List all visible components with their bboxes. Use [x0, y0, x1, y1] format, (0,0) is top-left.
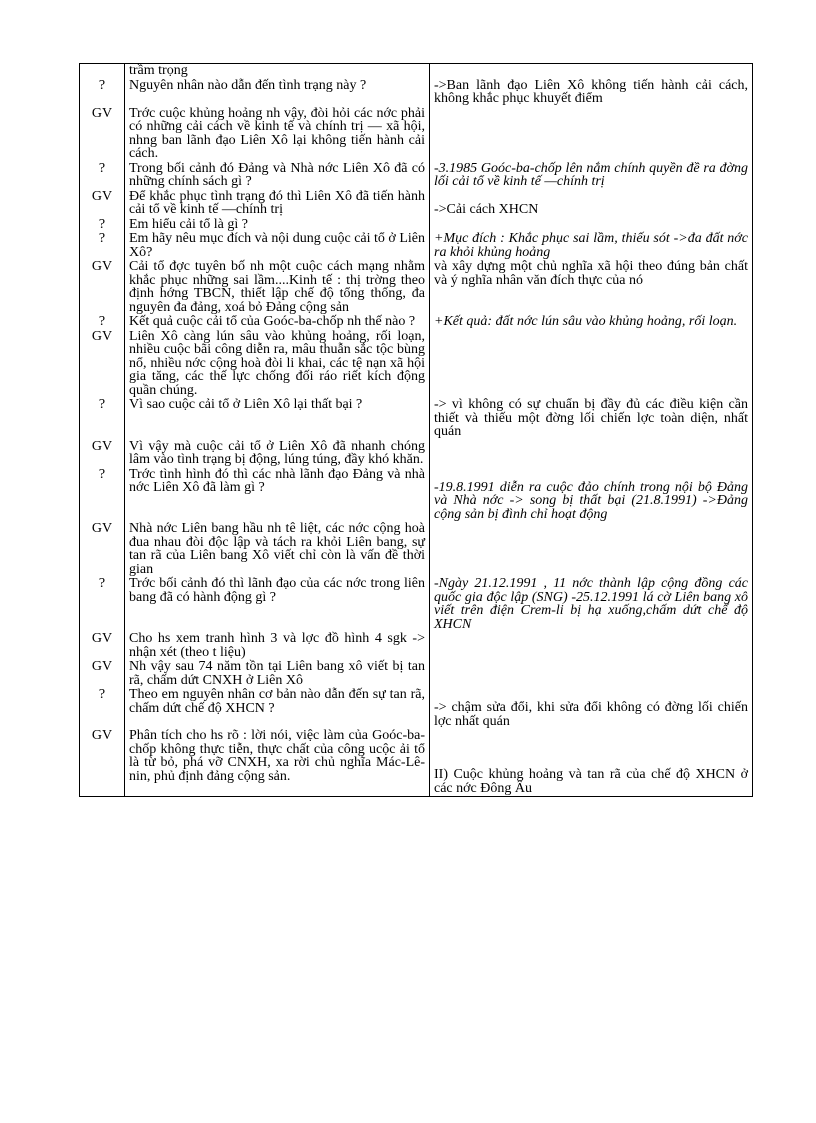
table-row: [80, 660, 753, 688]
role-cell: ?: [80, 79, 125, 107]
table-row: [80, 232, 753, 260]
role-cell: GV: [80, 729, 125, 797]
table-row: [80, 468, 753, 523]
answer-cell: [430, 660, 753, 688]
role-cell: GV: [80, 522, 125, 577]
teacher-cell: Em hiểu cải tổ là gì ?: [125, 218, 430, 233]
role-cell: GV: [80, 260, 125, 315]
lesson-table: [79, 63, 753, 797]
answer-text: II) Cuộc khủng hoảng và tan rã của chế độ XHCN ở các nớc Đông Âu: [434, 767, 748, 796]
table-row: [80, 64, 753, 79]
teacher-cell: Trớc bối cảnh đó thì lãnh đạo của các nớc trong liên bang đã có hành động gì ?: [125, 577, 430, 632]
answer-cell: [430, 190, 753, 218]
teacher-cell: Nguyên nhân nào dẫn đến tình trạng này ?: [125, 79, 430, 107]
spacer: [434, 742, 748, 755]
answer-cell: -> vì không có sự chuẩn bị đầy đủ các điều kiện cần thiết và thiếu một đờng lối chiến lợc toàn diện, nhất quán: [430, 398, 753, 440]
table-row: [80, 107, 753, 162]
role-cell: ?: [80, 232, 125, 260]
teacher-cell: Theo em nguyên nhân cơ bản nào dẫn đến sự tan rã, chấm dứt chế độ XHCN ?: [125, 688, 430, 729]
role-cell: ?: [80, 315, 125, 330]
answer-cell: và xây dựng một chủ nghĩa xã hội theo đúng bản chất và ý nghĩa nhân văn đích thực của nó: [430, 260, 753, 315]
role-cell: ?: [80, 218, 125, 233]
answer-cell: [430, 330, 753, 399]
table-row: [80, 79, 753, 107]
answer-cell: [430, 632, 753, 660]
answer-cell: ->Ban lãnh đạo Liên Xô không tiến hành cải cách, không khắc phục khuyết điểm: [430, 79, 753, 107]
role-cell: GV: [80, 107, 125, 162]
table-row: [80, 218, 753, 233]
teacher-cell: trầm trọng: [125, 64, 430, 79]
answer-cell: [430, 440, 753, 468]
teacher-cell: Trớc cuộc khủng hoảng nh vậy, đòi hỏi các nớc phải có những cải cách về kinh tế và chính trị — xã hội, nhng ban lãnh đạo Liên Xô lại không tiến hành cải cách.: [125, 107, 430, 162]
teacher-cell: Kết quả cuộc cải tổ của Goóc-ba-chốp nh thế nào ?: [125, 315, 430, 330]
role-cell: GV: [80, 440, 125, 468]
answer-cell: +Mục đích : Khắc phục sai lầm, thiếu sót ->đa đất nớc ra khỏi khủng hoảng: [430, 232, 753, 260]
teacher-cell: Để khắc phục tình trạng đó thì Liên Xô đã tiến hành cải tổ về kinh tế —chính trị: [125, 190, 430, 218]
role-cell: GV: [80, 190, 125, 218]
teacher-cell: Nhà nớc Liên bang hầu nh tê liệt, các nớc cộng hoà đua nhau đòi độc lập và tách ra khỏi Liên bang, sự tan rã của Liên bang Xô viết chỉ còn là vấn đề thời gian: [125, 522, 430, 577]
spacer: [434, 729, 748, 742]
table-row: [80, 260, 753, 315]
answer-cell: [430, 729, 753, 797]
teacher-cell: Cải tổ đợc tuyên bố nh một cuộc cách mạng nhằm khắc phục những sai lầm....Kinh tế : thị trờng theo định hớng TBCN, thiết lập chế độ tổng thống, đa nguyên đa đảng, xoá bỏ Đảng cộng sản: [125, 260, 430, 315]
answer-cell: +Kết quả: đất nớc lún sâu vào khủng hoảng, rối loạn.: [430, 315, 753, 330]
answer-cell: [430, 218, 753, 233]
teacher-cell: Trong bối cảnh đó Đảng và Nhà nớc Liên Xô đã có những chính sách gì ?: [125, 162, 430, 190]
role-cell: GV: [80, 632, 125, 660]
teacher-cell: Em hãy nêu mục đích và nội dung cuộc cải tổ ở Liên Xô?: [125, 232, 430, 260]
answer-cell: [430, 688, 753, 729]
teacher-cell: Trớc tình hình đó thì các nhà lãnh đạo Đảng và nhà nớc Liên Xô đã làm gì ?: [125, 468, 430, 523]
table-row: [80, 330, 753, 399]
answer-text: -> chậm sửa đổi, khi sửa đổi không có đờng lối chiến lợc nhất quán: [434, 700, 748, 729]
role-cell: ?: [80, 688, 125, 729]
teacher-cell: Vì sao cuộc cải tổ ở Liên Xô lại thất bại ?: [125, 398, 430, 440]
role-cell: ?: [80, 577, 125, 632]
role-cell: [80, 64, 125, 79]
table-row: [80, 729, 753, 797]
answer-cell: [430, 107, 753, 162]
table-row: [80, 190, 753, 218]
role-cell: ?: [80, 162, 125, 190]
role-cell: ?: [80, 468, 125, 523]
role-cell: GV: [80, 660, 125, 688]
answer-cell: -Ngày 21.12.1991 , 11 nớc thành lập cộng đồng các quốc gia độc lập (SNG) -25.12.1991 lá cờ Liên bang xô viết trên điện Crem-li bị hạ xuống,chấm dứt chế độ XHCN: [430, 577, 753, 632]
teacher-cell: Cho hs xem tranh hình 3 và lợc đồ hình 4 sgk -> nhận xét (theo t liệu): [125, 632, 430, 660]
table-row: [80, 688, 753, 729]
table-row: [80, 577, 753, 632]
table-row: [80, 162, 753, 190]
teacher-cell: Phân tích cho hs rõ : lời nói, việc làm của Goóc-ba-chốp không thực tiễn, thực chất của công ucộc ải tổ là từ bỏ, phá vỡ CNXH, xa rời chủ nghĩa Mác-Lê-nin, phủ định đảng cộng sản.: [125, 729, 430, 797]
table-row: [80, 315, 753, 330]
table-row: [80, 522, 753, 577]
answer-cell: [430, 64, 753, 79]
role-cell: ?: [80, 398, 125, 440]
document-page: [79, 63, 752, 797]
role-cell: GV: [80, 330, 125, 399]
table-row: [80, 632, 753, 660]
teacher-cell: Liên Xô càng lún sâu vào khủng hoảng, rối loạn, nhiều cuộc bãi công diễn ra, mâu thuẫn sắc tộc bùng nổ, nhiều nớc cộng hoà đòi li khai, các tệ nạn xã hội gia tăng, các thế lực chống đối ráo riết kích động quần chúng.: [125, 330, 430, 399]
teacher-cell: Vì vậy mà cuộc cải tổ ở Liên Xô đã nhanh chóng lâm vào tình trạng bị động, lúng túng, đầy khó khăn.: [125, 440, 430, 468]
answer-text: ->Cải cách XHCN: [434, 201, 539, 217]
answer-cell: [430, 522, 753, 577]
teacher-cell: Nh vậy sau 74 năm tồn tại Liên bang xô viết bị tan rã, chấm dứt CNXH ở Liên Xô: [125, 660, 430, 688]
answer-text: -19.8.1991 diễn ra cuộc đảo chính trong nội bộ Đảng và Nhà nớc -> song bị thất bại (21.8.1991) ->Đảng cộng sản bị đình chỉ hoạt động: [434, 479, 748, 522]
table-row: [80, 398, 753, 440]
table-row: [80, 440, 753, 468]
answer-cell: -3.1985 Goóc-ba-chốp lên nắm chính quyền đề ra đờng lối cải tổ về kinh tế —chính trị: [430, 162, 753, 190]
answer-cell: [430, 468, 753, 523]
